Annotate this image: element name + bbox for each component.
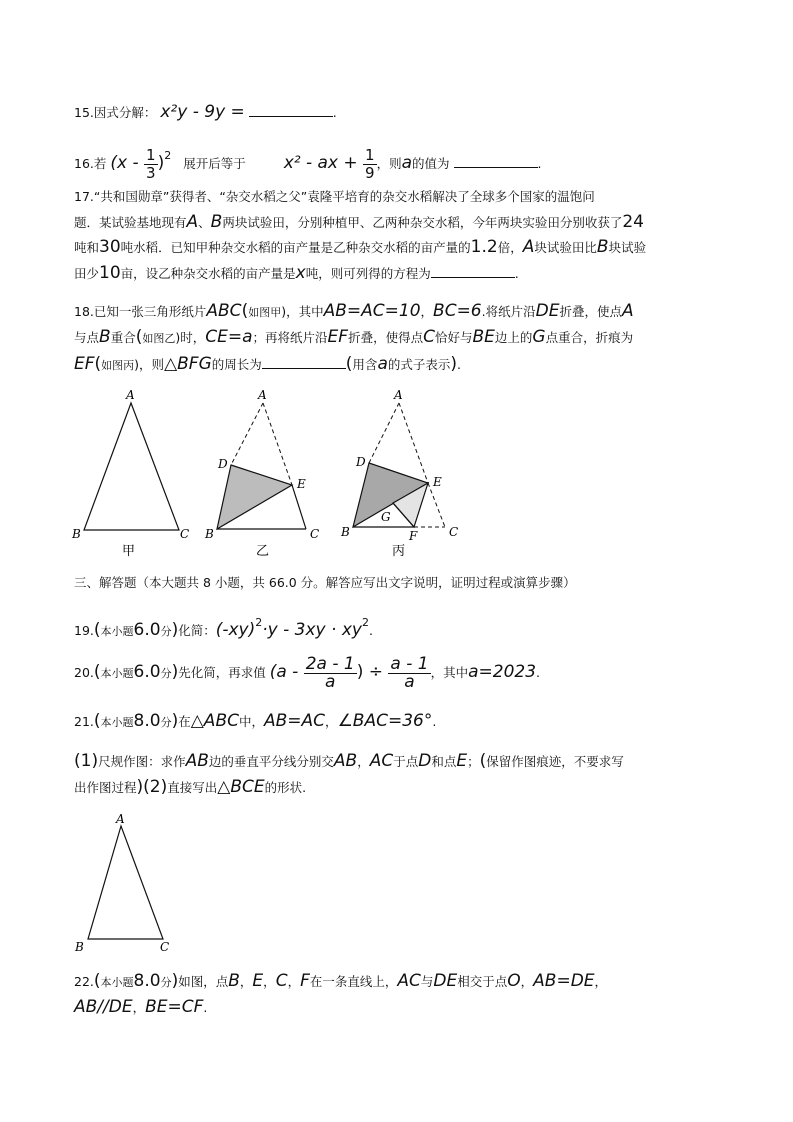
question-19 [74,614,373,641]
q18-l2f: )时， [175,330,206,345]
dashed-ad [369,403,399,463]
q16-prefix: 16.若 [74,156,107,171]
q21-a: 21. [74,714,94,729]
q16-base-open: (x - [110,153,145,173]
segment-ec [292,485,306,529]
label-c: C [449,525,459,539]
q20-fraction-1 [304,656,357,691]
q22-i: ， [239,974,253,989]
q17-l4a: 田少 [74,266,100,281]
q22-m: ， [287,974,301,989]
q20-k: a=2023 [468,662,537,682]
q18-l1i: DE [535,301,560,321]
q19-g: 化简： [178,623,216,638]
q21-c: 本小题 [100,716,134,729]
label-a: A [258,388,267,402]
q16-base-close: ) [157,153,165,173]
q18-l2c: 重合 [110,330,136,345]
q21-p2b: ) [136,777,144,797]
q22-v: AB=DE [533,971,595,991]
q18-l2g: CE=a [205,327,253,347]
q19-a: 19. [74,623,94,638]
q18-l2k: C [423,327,435,347]
q18-l1k: A [621,301,634,321]
q20-frac1-den: a [325,672,336,692]
label-g: G [381,510,391,524]
label-d: D [218,457,228,471]
q17-l3c: 倍， [497,240,523,255]
q21-p2a: 出作图过程 [74,780,137,795]
q22-q: 与 [420,974,434,989]
q17-l3b: 吨水稻．已知甲种杂交水稻的亩产量是乙种杂交水稻的亩产量的 [120,240,471,255]
q22-k: ， [263,974,276,989]
caption-jia: 甲 [122,544,136,559]
question-21-part-2 [74,778,306,797]
question-17-line-4 [74,263,519,283]
q17-l4b: 亩，设乙种杂交水稻的亩产量是 [120,266,296,281]
q18-l2h: ；再将纸片沿 [252,330,328,345]
dashed-ae [263,403,292,485]
label-f: F [409,529,418,543]
q22-score: 8.0 [133,971,161,991]
q22-l2a: AB//DE [74,997,133,1017]
q18-answer-blank[interactable] [262,354,346,369]
q18-l3b: ( [94,354,102,374]
q17-l2A: A [186,212,199,232]
q22-e: 分 [160,976,172,989]
q22-r: DE [433,971,458,991]
q18-l1f: ， [420,304,434,319]
q18-l3d: )，则 [134,357,165,372]
label-a: A [126,388,135,402]
q18-l2d: ( [135,327,143,347]
q21-m: . [432,714,437,729]
q22-p: AC [397,971,421,991]
q20-c: 本小题 [100,667,134,680]
q21-p1a: (1) [74,751,99,771]
question-20 [74,652,540,692]
q17-l2n: 24 [622,212,644,232]
q18-l2o: G [532,327,546,347]
q17-l2a: 题．某试验基地现有 [74,215,187,230]
q22-s: 相交于点 [457,974,508,989]
q19-h: (-xy) [215,620,256,640]
q17-l3m: 1.2 [470,237,498,257]
dashed-ae [399,403,428,483]
q16-tail1: ，则 [376,156,402,171]
q17-l3d: 块试验田比 [534,240,597,255]
q15-prefix: 15.因式分解： [74,105,157,120]
q19-b: ( [93,620,101,640]
caption-yi: 乙 [256,544,270,559]
q18-l2a: 与点 [74,330,100,345]
q18-l3i: a [377,354,388,374]
label-e: E [433,475,442,489]
q21-p1b: 尺规作图：求作 [98,754,186,769]
q22-l2c: BE=CF [145,997,204,1017]
q18-l2i: EF [327,327,349,347]
q17-l3A: A [522,237,535,257]
q16-frac-numerator: 1 [146,146,156,164]
q18-l1d: )，其中 [281,304,324,319]
q19-k: 2 [361,616,369,629]
q18-l3g: ( [345,354,353,374]
label-c: C [310,527,320,541]
q22-a: 22. [74,974,94,989]
q21-p1g: AC [369,751,394,771]
q17-l4n: 10 [99,263,121,283]
label-a: A [116,812,125,826]
q17-l2B: B [210,212,223,232]
q16-fraction [144,147,158,182]
q22-u: ， [520,974,534,989]
q20-frac2-num: a - 1 [390,654,429,674]
q18-l1c: 如图甲 [248,306,282,319]
q18-l3e: △BFG [164,354,212,374]
q22-o: 在一条直线上， [309,974,398,989]
q22-n: F [300,971,310,991]
figure-bing [338,385,468,560]
q18-l3f: 的周长为 [211,357,262,372]
q21-p2e: △BCE [217,777,265,797]
q19-j: ·y - 3xy · xy [262,620,362,640]
q18-l1j: 折叠，使点 [559,304,622,319]
q15-suffix: . [332,105,337,120]
q21-g: 在 [178,714,191,729]
q18-l3k: ) [450,354,458,374]
q21-p1c: AB [185,751,209,771]
q22-c: 本小题 [100,976,134,989]
q16-var: a [401,153,413,173]
q20-g: 先化简，再求值 [178,665,266,680]
q21-l: ∠BAC=36° [337,711,433,731]
q16-answer-blank[interactable] [454,153,538,168]
q16-exponent: 2 [164,149,172,162]
section-3-heading: 三、解答题（本大题共 8 小题，共 66.0 分。解答应写出文字说明，证明过程或演算步骤） [74,575,576,590]
q21-p1m: ( [479,751,487,771]
q18-l1a: 18.已知一张三角形纸片 [74,304,207,319]
q20-score: 6.0 [133,662,161,682]
label-e: E [297,477,306,491]
q17-l2c: 两块试验田，分别种植甲、乙两种杂交水稻，今年两块实验田分别收获了 [222,215,623,230]
q16-suffix: . [537,156,542,171]
q18-l3c: 如图丙 [101,359,135,372]
q20-b: ( [93,662,101,682]
q21-p1h: 于点 [393,754,419,769]
q20-e: 分 [160,667,172,680]
label-b: B [341,525,350,539]
q16-frac-denominator: 3 [146,164,156,182]
figure-yi [200,385,330,560]
q17-l3B: B [596,237,609,257]
q18-l2n: 边上的 [494,330,533,345]
q15-answer-blank[interactable] [249,102,333,117]
question-21 [74,712,436,732]
q19-f: ) [171,620,179,640]
q16-rhs-numerator: 1 [365,146,375,164]
q22-t: O [507,971,521,991]
q21-j: AB=AC [264,711,326,731]
q16-rhs-denominator: 9 [365,164,375,182]
q22-l: C [275,971,288,991]
question-16 [74,136,542,182]
q20-l: . [536,665,541,680]
label-b: B [205,527,214,541]
q21-p1k: E [456,751,468,771]
q19-l: . [368,623,373,638]
q18-l3a: EF [74,354,95,374]
q20-frac1-num: 2a - 1 [305,654,355,674]
q22-h: B [228,971,240,991]
q22-f: ) [171,971,179,991]
q18-l2l: 恰好与 [434,330,473,345]
q18-l2m: BE [472,327,495,347]
q21-p1e: AB [333,751,358,771]
question-18-line-2 [74,328,633,348]
q20-i: ) ÷ [356,662,389,682]
q21-e: 分 [160,716,172,729]
question-15 [74,102,337,122]
figure-jia [70,385,195,560]
q15-expression: x²y - 9y = [160,102,245,122]
q17-l4x: x [295,263,306,283]
q19-i: 2 [255,616,263,629]
question-22-line-2 [74,998,207,1017]
folded-triangle [217,465,292,529]
q21-f: ) [171,711,179,731]
q21-score: 8.0 [133,711,161,731]
label-b: B [72,527,81,541]
question-21-part-1 [74,752,624,771]
q17-l4s: . [514,266,519,281]
q21-h: △ABC [190,711,239,731]
question-17-line-2 [74,213,644,232]
label-d: D [356,455,366,469]
q17-l4c: 吨，则可列得的方程为 [305,266,431,281]
caption-bing: 丙 [392,544,406,559]
q18-l2p: 点重合，折痕为 [545,330,634,345]
q17-l3a: 吨和 [74,240,100,255]
q20-frac2-den: a [404,672,415,692]
q18-l3j: 的式子表示 [387,357,451,372]
label-a: A [394,388,403,402]
dashed-ad [231,403,263,465]
question-18-line-3 [74,354,461,375]
q16-tail2: 的值为 [412,156,450,171]
q18-l3l: . [457,357,461,372]
q21-p1d: 边的垂直平分线分别交 [208,754,334,769]
q17-l2b: 、 [198,215,211,230]
q17-l3n: 30 [99,237,121,257]
q22-l2d: . [203,1000,208,1015]
q18-l3h: 用含 [352,357,378,372]
triangle-abc [84,403,179,530]
q18-l1m: ABC [206,301,242,321]
q18-l1b: ( [241,301,249,321]
q21-k: ， [325,714,338,729]
q22-l2b: ， [132,1000,146,1015]
q20-j: ，其中 [430,665,469,680]
q18-l2e: 如图乙 [142,332,176,345]
q20-h: (a - [269,662,304,682]
q18-l2b: B [99,327,111,347]
q18-l1g: BC=6 [433,301,482,321]
q22-b: ( [93,971,101,991]
q17-answer-blank[interactable] [431,263,515,278]
triangle-abc [88,826,163,939]
q20-fraction-2 [388,656,430,691]
q21-p2d: 直接写出 [167,780,218,795]
q21-p2f: 的形状. [264,780,307,795]
q21-p1j: 和点 [431,754,457,769]
q21-p1n: 保留作图痕迹，不要求写 [486,754,624,769]
q21-b: ( [93,711,101,731]
q21-p1i: D [418,751,432,771]
label-c: C [180,527,190,541]
q19-c: 本小题 [100,625,134,638]
question-22 [74,972,607,992]
q22-w: ， [594,974,608,989]
q19-e: 分 [160,625,172,638]
dashed-ec [428,483,445,527]
question-18-line-1 [74,302,634,322]
question-17-line-1: 17.“共和国勋章”获得者、“杂交水稻之父”袁隆平培育的杂交水稻解决了全球多个国家的温饱问 [74,189,595,204]
figure-q21 [70,808,180,958]
q21-p1f: ， [357,754,370,769]
q22-j: E [252,971,264,991]
q18-l1h: .将纸片沿 [481,304,536,319]
q18-l1e: AB=AC=10 [323,301,421,321]
q16-rhs: x² - ax + [283,153,364,173]
q18-l2j: 折叠，使得点 [348,330,424,345]
q20-f: ) [171,662,179,682]
label-b: B [75,940,84,954]
label-c: C [160,940,170,954]
q22-g: 如图，点 [178,974,229,989]
q19-score: 6.0 [133,620,161,640]
q21-i: 中， [238,714,264,729]
q21-p2c: (2) [143,777,168,797]
q20-a: 20. [74,665,94,680]
q16-mid: 展开后等于 [183,156,246,171]
q17-l3e: 块试验 [608,240,647,255]
q16-rhs-fraction [363,147,377,182]
question-17-line-3 [74,238,646,257]
q21-p1l: ； [467,754,480,769]
